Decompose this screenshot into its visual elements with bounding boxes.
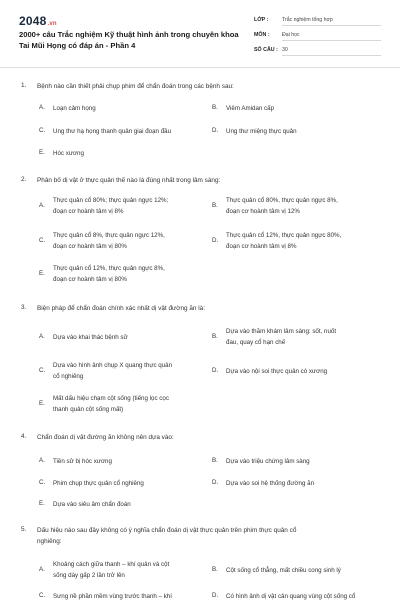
option-letter: D. xyxy=(212,237,219,244)
option-e[interactable] xyxy=(39,394,209,416)
option-e[interactable] xyxy=(39,264,209,286)
option-d[interactable] xyxy=(212,231,382,253)
question-5 xyxy=(21,526,383,600)
question-text-line1: Dấu hiệu nào sau đây không có ý nghĩa chẩn đoán dị vật thực quản trên phim thực quản cổ xyxy=(37,527,297,534)
option-text-line1: Dựa vào khai thác bệnh sử xyxy=(53,334,128,341)
option-text: Dựa vào siêu âm chẩn đoán xyxy=(53,501,131,508)
meta-class-label: LỚP : xyxy=(254,17,269,23)
option-text-line1: Dựa vào thăm khám lâm sàng: sốt, nuốt xyxy=(226,328,337,335)
option-letter: E. xyxy=(39,500,45,507)
option-letter: D. xyxy=(212,367,219,374)
question-number: 1. xyxy=(21,82,27,89)
header-divider xyxy=(0,67,400,68)
option-a[interactable] xyxy=(39,560,209,582)
option-c[interactable] xyxy=(39,231,209,253)
option-text-line2: cổ nghiêng xyxy=(53,373,84,380)
question-text-line2: nghiêng: xyxy=(37,538,62,545)
option-text-line2: sống dày gấp 2 lần trở lên xyxy=(53,572,125,579)
option-letter: C. xyxy=(39,127,46,134)
meta-count-value: 30 xyxy=(282,47,381,56)
option-text: Tiền sử bị hóc xương xyxy=(53,458,112,465)
question-text: Biện pháp để chẩn đoán chính xác nhất dị vật đường ăn là: xyxy=(37,305,206,312)
option-letter: A. xyxy=(39,104,45,111)
option-letter: B. xyxy=(212,333,218,340)
option-letter: A. xyxy=(39,202,45,209)
question-4 xyxy=(21,433,383,513)
option-letter: A. xyxy=(39,566,45,573)
option-d[interactable] xyxy=(212,361,382,383)
logo-text: 2048 xyxy=(19,14,47,28)
option-letter: E. xyxy=(39,400,45,407)
option-text-line2: thanh quản cột sống mất) xyxy=(53,406,124,413)
logo-suffix: .vn xyxy=(47,21,57,27)
question-2 xyxy=(21,176,383,291)
document-title: 2000+ câu Trắc nghiệm Kỹ thuật hình ảnh trong chuyên khoa Tai Mũi Họng có đáp án - Phần 4 xyxy=(19,30,239,50)
option-letter: D. xyxy=(212,592,219,599)
option-text-line1: Thực quản cổ 8%, thực quản ngực 12%, xyxy=(53,232,165,239)
meta-subject-row xyxy=(254,29,382,44)
option-letter: C. xyxy=(39,367,46,374)
option-letter: E. xyxy=(39,149,45,156)
question-number: 2. xyxy=(21,176,27,183)
option-b[interactable] xyxy=(212,196,382,218)
option-d[interactable] xyxy=(212,592,382,600)
option-text: Dựa vào soi hệ thống đường ăn xyxy=(226,480,315,487)
option-text-line2: đoạn cơ hoành tâm vị 80% xyxy=(53,276,127,283)
document-meta xyxy=(254,14,382,59)
option-text: Dựa vào triệu chứng lâm sàng xyxy=(226,458,310,465)
meta-count-label: SỐ CÂU : xyxy=(254,47,278,53)
option-b[interactable] xyxy=(212,560,382,582)
meta-class-row xyxy=(254,14,382,29)
option-text-line1: Khoảng cách giữa thanh – khí quản và cột xyxy=(53,561,170,568)
option-text-line1: Sưng nề phần mềm vùng trước thanh – khí xyxy=(53,593,172,600)
option-text-line1: Mất dấu hiệu chạm cột sống (tiếng lọc cọc xyxy=(53,395,169,402)
option-letter: B. xyxy=(212,104,218,111)
option-letter: C. xyxy=(39,592,46,599)
option-text: Loạn cảm họng xyxy=(53,105,96,112)
question-number: 3. xyxy=(21,304,27,311)
option-letter: E. xyxy=(39,270,45,277)
option-letter: C. xyxy=(39,479,46,486)
option-text-line1: Thực quản cổ 12%, thực quản ngực 8%, xyxy=(53,265,165,272)
option-letter: D. xyxy=(212,127,219,134)
option-text-line1: Thực quản cổ 80%, thực quản ngực 8%, xyxy=(226,197,338,204)
document-header xyxy=(0,0,400,66)
question-1 xyxy=(21,82,383,162)
question-number: 4. xyxy=(21,433,27,440)
option-text-line2: đoạn cơ hoành tâm vị 80% xyxy=(53,243,127,250)
option-a[interactable] xyxy=(39,327,209,349)
option-b[interactable] xyxy=(212,327,382,349)
option-letter: A. xyxy=(39,457,45,464)
option-text-line1: Có hình ảnh dị vật cản quang vùng cột sống cổ xyxy=(226,593,356,600)
option-c[interactable] xyxy=(39,361,209,383)
option-letter: B. xyxy=(212,457,218,464)
meta-subject-value: Đại học xyxy=(282,32,381,41)
option-text-line1: Dựa vào hình ảnh chụp X quang thực quản xyxy=(53,362,173,369)
option-text-line1: Thực quản cổ 12%, thực quản ngực 80%, xyxy=(226,232,342,239)
option-letter: C. xyxy=(39,237,46,244)
option-text: Ung thư miệng thực quản xyxy=(226,128,297,135)
option-c[interactable] xyxy=(39,592,209,600)
option-letter: B. xyxy=(212,566,218,573)
option-letter: B. xyxy=(212,202,218,209)
question-text: Bệnh nào cần thiết phải chụp phim để chẩn đoán trong các bệnh sau: xyxy=(37,83,234,90)
option-text: Ung thư hạ họng thanh quản giai đoạn đầu xyxy=(53,128,172,135)
question-3 xyxy=(21,304,383,422)
question-text: Chẩn đoán dị vật đường ăn không nên dựa vào: xyxy=(37,434,174,441)
option-letter: A. xyxy=(39,333,45,340)
option-text: Phim chụp thực quản cổ nghiêng xyxy=(53,480,144,487)
question-text: Phân bố dị vật ở thực quản thế nào là đúng nhất trong lâm sàng: xyxy=(37,177,221,184)
option-text-line1: Thực quản cổ 80%; thực quản ngực 12%; xyxy=(53,197,169,204)
option-text-line1: Dựa vào nội soi thực quản có xương xyxy=(226,368,328,375)
option-text-line2: đoạn cơ hoành tâm vị 8% xyxy=(226,243,297,250)
option-text: Hóc xương xyxy=(53,150,84,157)
site-logo[interactable] xyxy=(19,14,57,28)
meta-subject-label: MÔN : xyxy=(254,32,270,38)
meta-count-row xyxy=(254,44,382,59)
question-number: 5. xyxy=(21,526,27,533)
option-a[interactable] xyxy=(39,196,209,218)
option-text-line1: Cột sống cổ thẳng, mất chiều cong sinh lý xyxy=(226,567,341,574)
option-text-line2: đoạn cơ hoành tâm vị 12% xyxy=(226,208,300,215)
option-text-line2: đau, quay cổ hạn chế xyxy=(226,339,286,346)
option-letter: D. xyxy=(212,479,219,486)
meta-class-value: Trắc nghiệm tổng hợp xyxy=(282,17,381,26)
option-text-line2: đoạn cơ hoành tâm vị 8% xyxy=(53,208,124,215)
option-text: Viêm Amidan cấp xyxy=(226,105,275,112)
